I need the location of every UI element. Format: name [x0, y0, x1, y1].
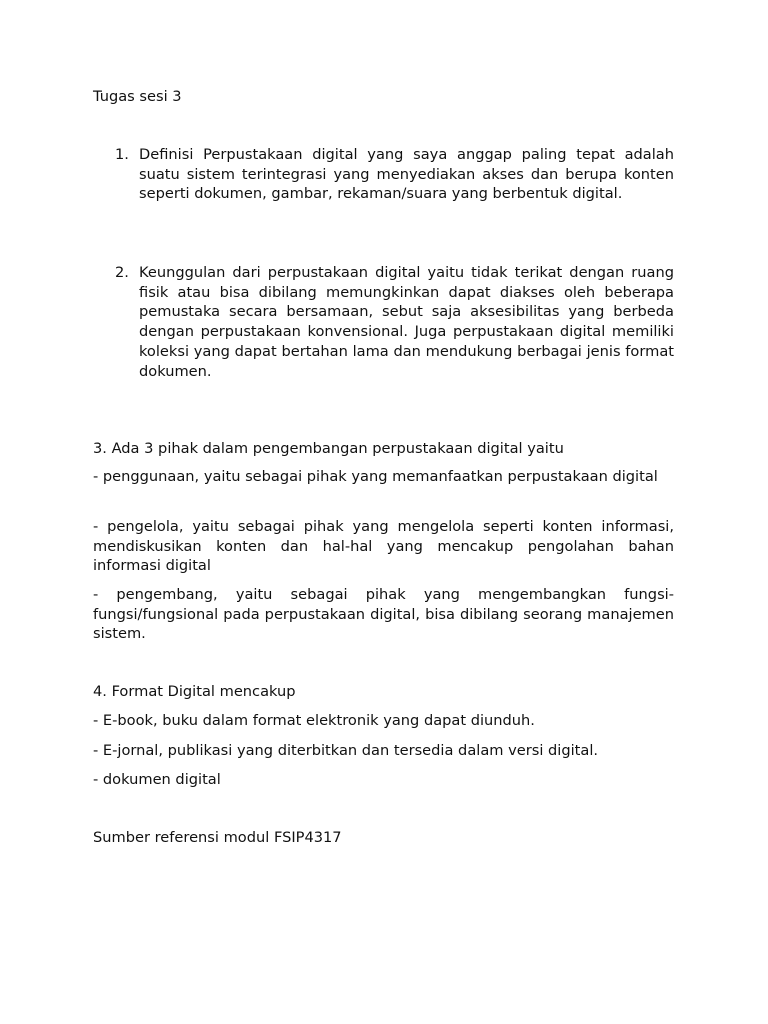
section-paragraph: - dokumen digital	[93, 771, 221, 788]
section-paragraph: - penggunaan, yaitu sebagai pihak yang memanfaatkan perpustakaan digital	[93, 468, 658, 485]
section-paragraph: - E-jornal, publikasi yang diterbitkan dan tersedia dalam versi digital.	[93, 742, 599, 759]
list-item	[93, 145, 674, 204]
list-item-text: Keunggulan dari perpustakaan digital yaitu tidak terikat dengan ruang fisik atau bisa dibilang memungkinkan dapat diakses oleh beberapa pemustaka secara bersamaan, sebut saja aksesibilitas yang berbeda dengan perpustakaan konvensional. Juga perpustakaan digital memiliki koleksi yang dapat bertahan lama dan mendukung berbagai jenis format dokumen.	[139, 264, 674, 380]
section-heading: 3. Ada 3 pihak dalam pengembangan perpustakaan digital yaitu	[93, 440, 564, 457]
reference-line: Sumber referensi modul FSIP4317	[93, 829, 342, 846]
list-item-number: 2.	[115, 264, 129, 281]
document-title: Tugas sesi 3	[93, 88, 182, 105]
list-item	[93, 263, 674, 381]
section-paragraph: - E-book, buku dalam format elektronik yang dapat diunduh.	[93, 712, 535, 729]
section-heading: 4. Format Digital mencakup	[93, 683, 296, 700]
list-item-number: 1.	[115, 146, 129, 163]
list-item-text: Definisi Perpustakaan digital yang saya anggap paling tepat adalah suatu sistem terintegrasi yang menyediakan akses dan berupa konten seperti dokumen, gambar, rekaman/suara yang berbentuk digital.	[139, 146, 674, 203]
section-paragraph: - pengembang, yaitu sebagai pihak yang mengembangkan fungsi-fungsi/fungsional pada perpustakaan digital, bisa dibilang seorang manajemen sistem.	[93, 586, 674, 643]
section-paragraph: - pengelola, yaitu sebagai pihak yang mengelola seperti konten informasi, mendiskusikan konten dan hal-hal yang mencakup pengolahan bahan informasi digital	[93, 518, 674, 575]
